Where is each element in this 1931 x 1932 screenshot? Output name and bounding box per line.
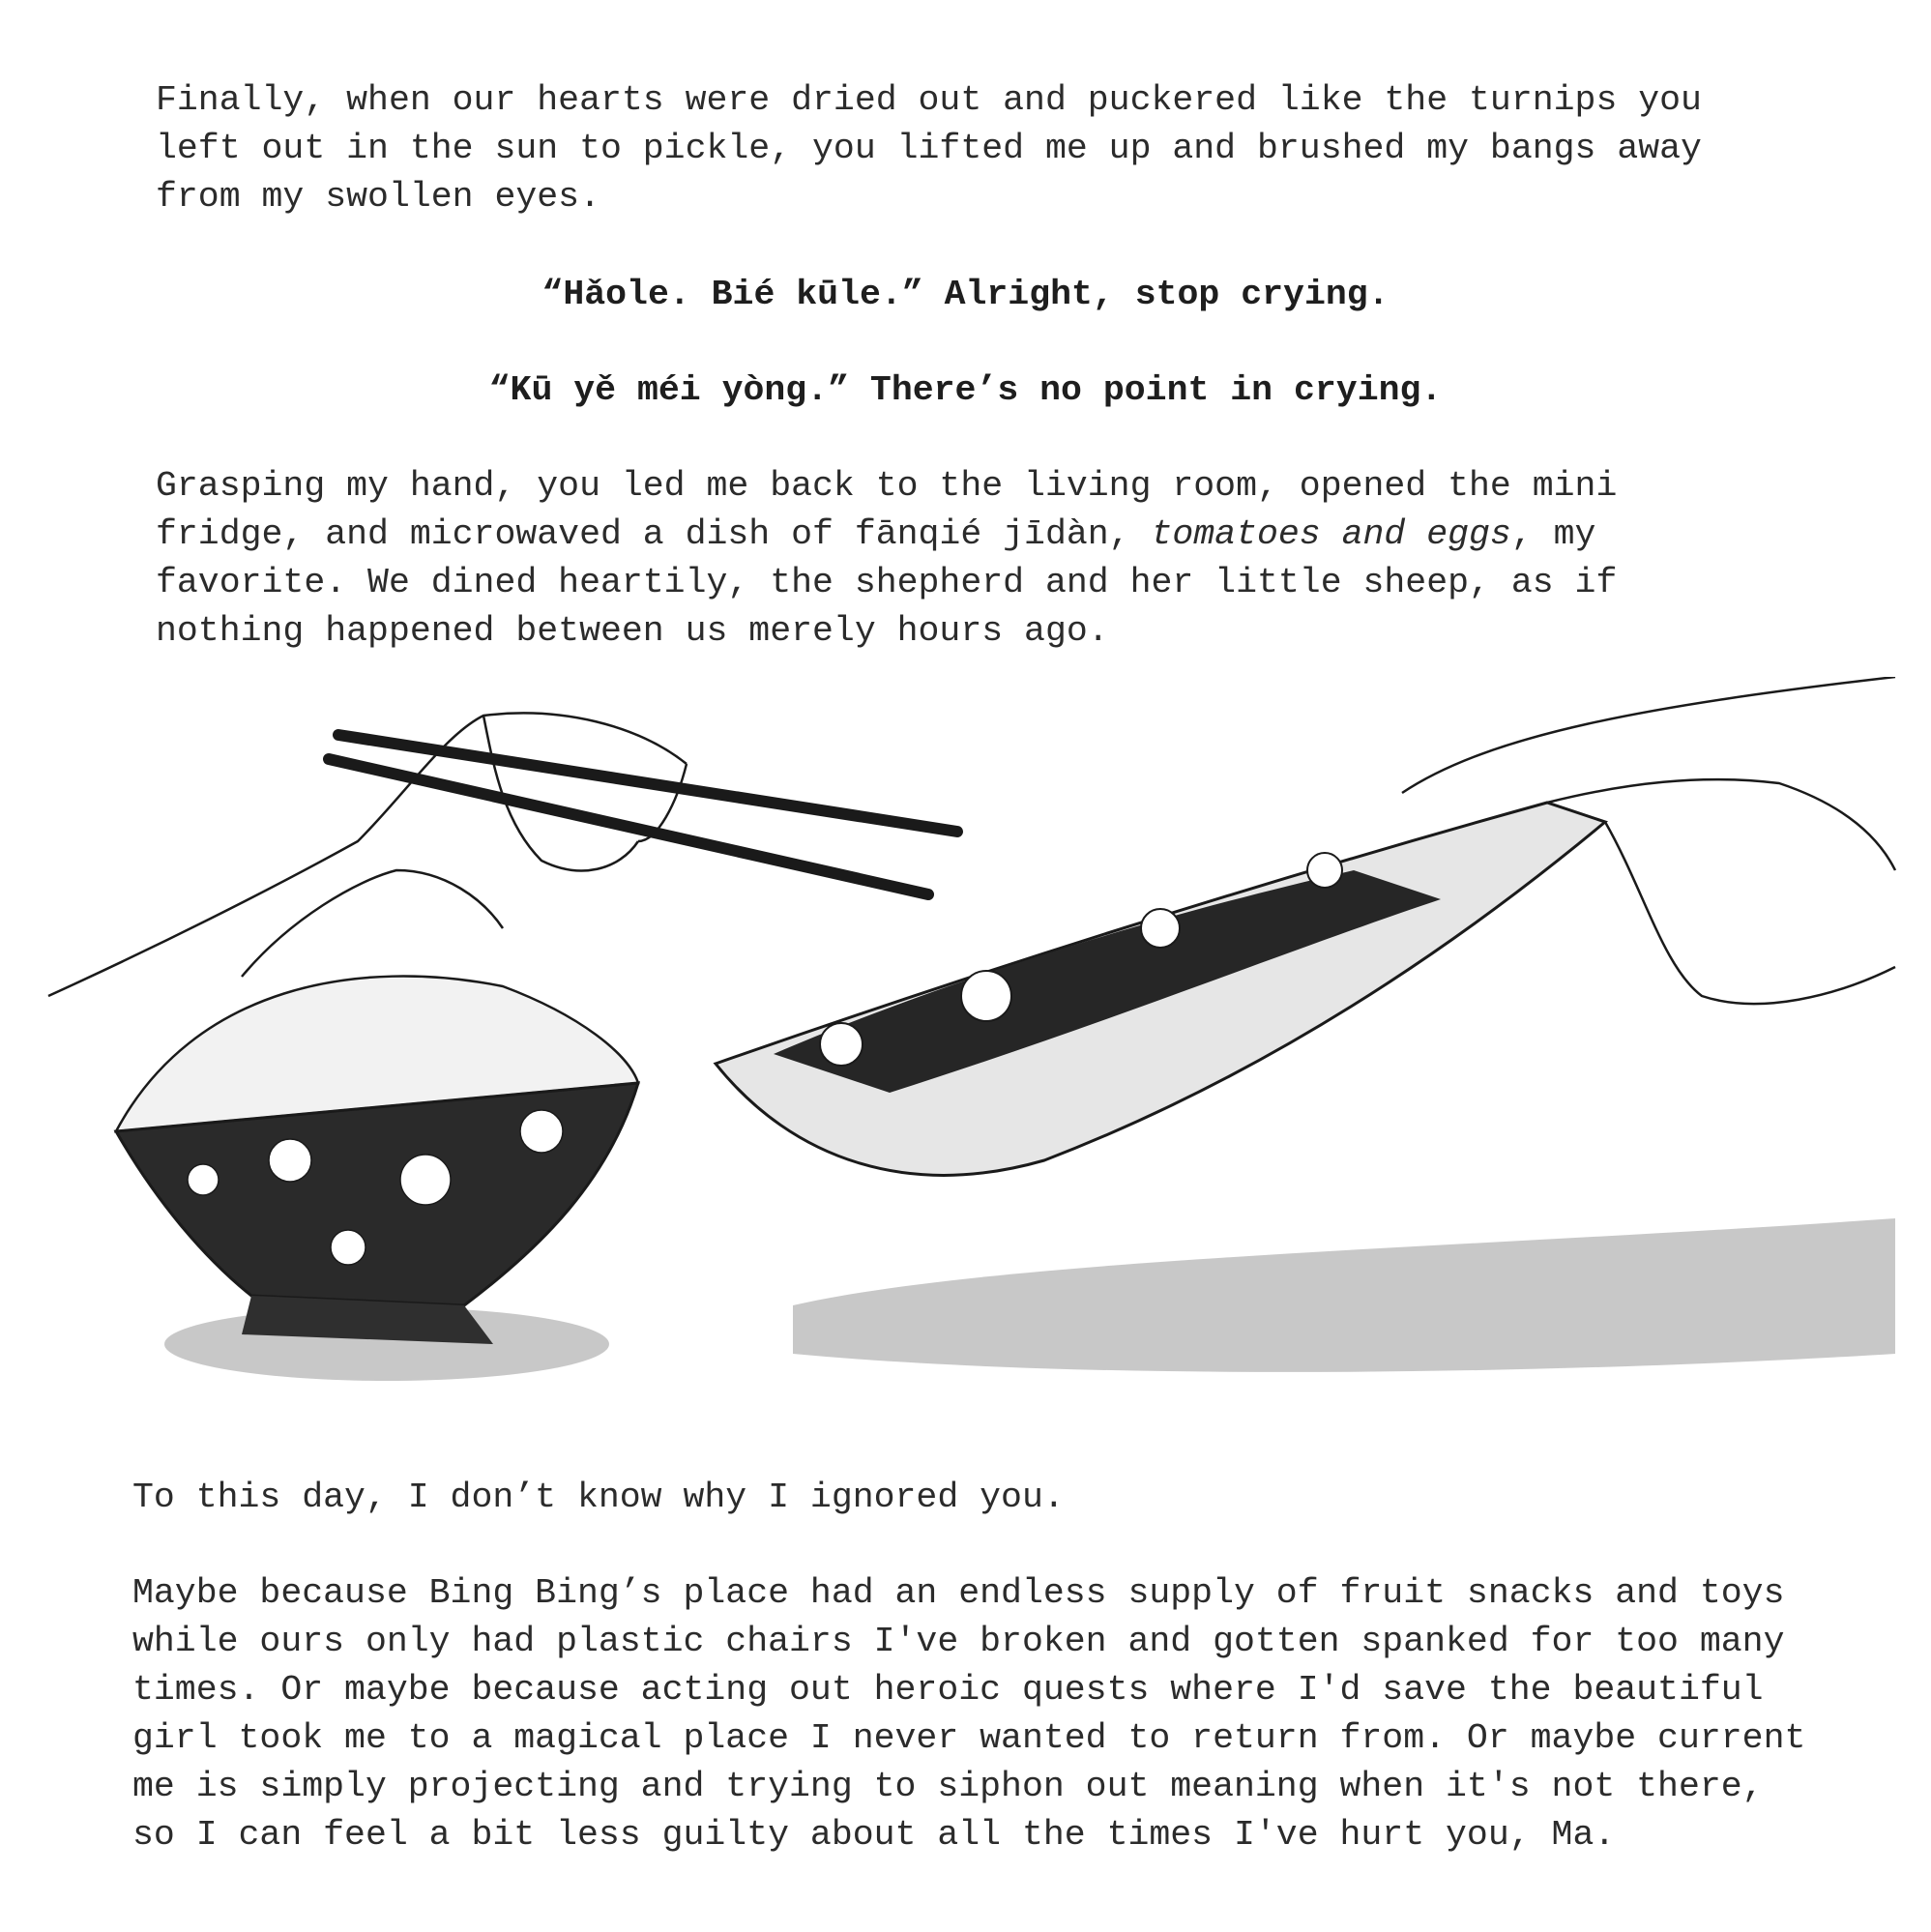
paragraph-line (156, 511, 1617, 559)
left-arm-icon (48, 713, 687, 996)
italic-phrase: tomatoes and eggs (1151, 514, 1511, 554)
paragraph-line: so I can feel a bit less guilty about all the times I've hurt you, Ma. (132, 1815, 1616, 1855)
chopsticks-icon (329, 735, 957, 894)
dish-plate-icon (716, 803, 1605, 1175)
paragraph-line: while ours only had plastic chairs I've broken and gotten spanked for too many (132, 1622, 1785, 1661)
paragraph-line: favorite. We dined heartily, the shepherd and her little sheep, as if (156, 563, 1618, 602)
paragraph-line: me is simply projecting and trying to siphon out meaning when it's not there, (132, 1767, 1764, 1806)
paragraph-line: times. Or maybe because acting out heroic quests where I'd save the beautiful (132, 1670, 1764, 1710)
paragraph-line: girl took me to a magical place I never wanted to return from. Or maybe current (132, 1718, 1806, 1758)
paragraph-line: Maybe because Bing Bing’s place had an endless supply of fruit snacks and toys (132, 1573, 1785, 1613)
paragraph-line: Grasping my hand, you led me back to the living room, opened the mini (156, 466, 1618, 506)
paragraph-line: from my swollen eyes. (156, 177, 600, 217)
illustration-sketch (39, 677, 1905, 1421)
paragraph-to-this-day: To this day, I don’t know why I ignored you. (132, 1478, 1065, 1517)
paragraph-text: , my (1510, 514, 1596, 554)
quote-ku-ye-mei-yong: “Kū yě méi yòng.” There’s no point in crying. (488, 370, 1443, 410)
paragraph-text: fridge, and microwaved a dish of fānqié jīdàn, (156, 514, 1152, 554)
paragraph-line: Finally, when our hearts were dried out and puckered like the turnips you (156, 80, 1702, 120)
rice-bowl-icon (116, 977, 638, 1344)
paragraph-finally (156, 76, 1702, 221)
paragraph-line: nothing happened between us merely hours ago. (156, 611, 1109, 651)
quote-haole: “Hǎole. Bié kūle.” Alright, stop crying. (541, 275, 1390, 314)
paragraph-grasping (156, 462, 1617, 656)
paragraph-line: left out in the sun to pickle, you lifted me up and brushed my bangs away (156, 129, 1702, 168)
paragraph-maybe-because (132, 1569, 1805, 1859)
